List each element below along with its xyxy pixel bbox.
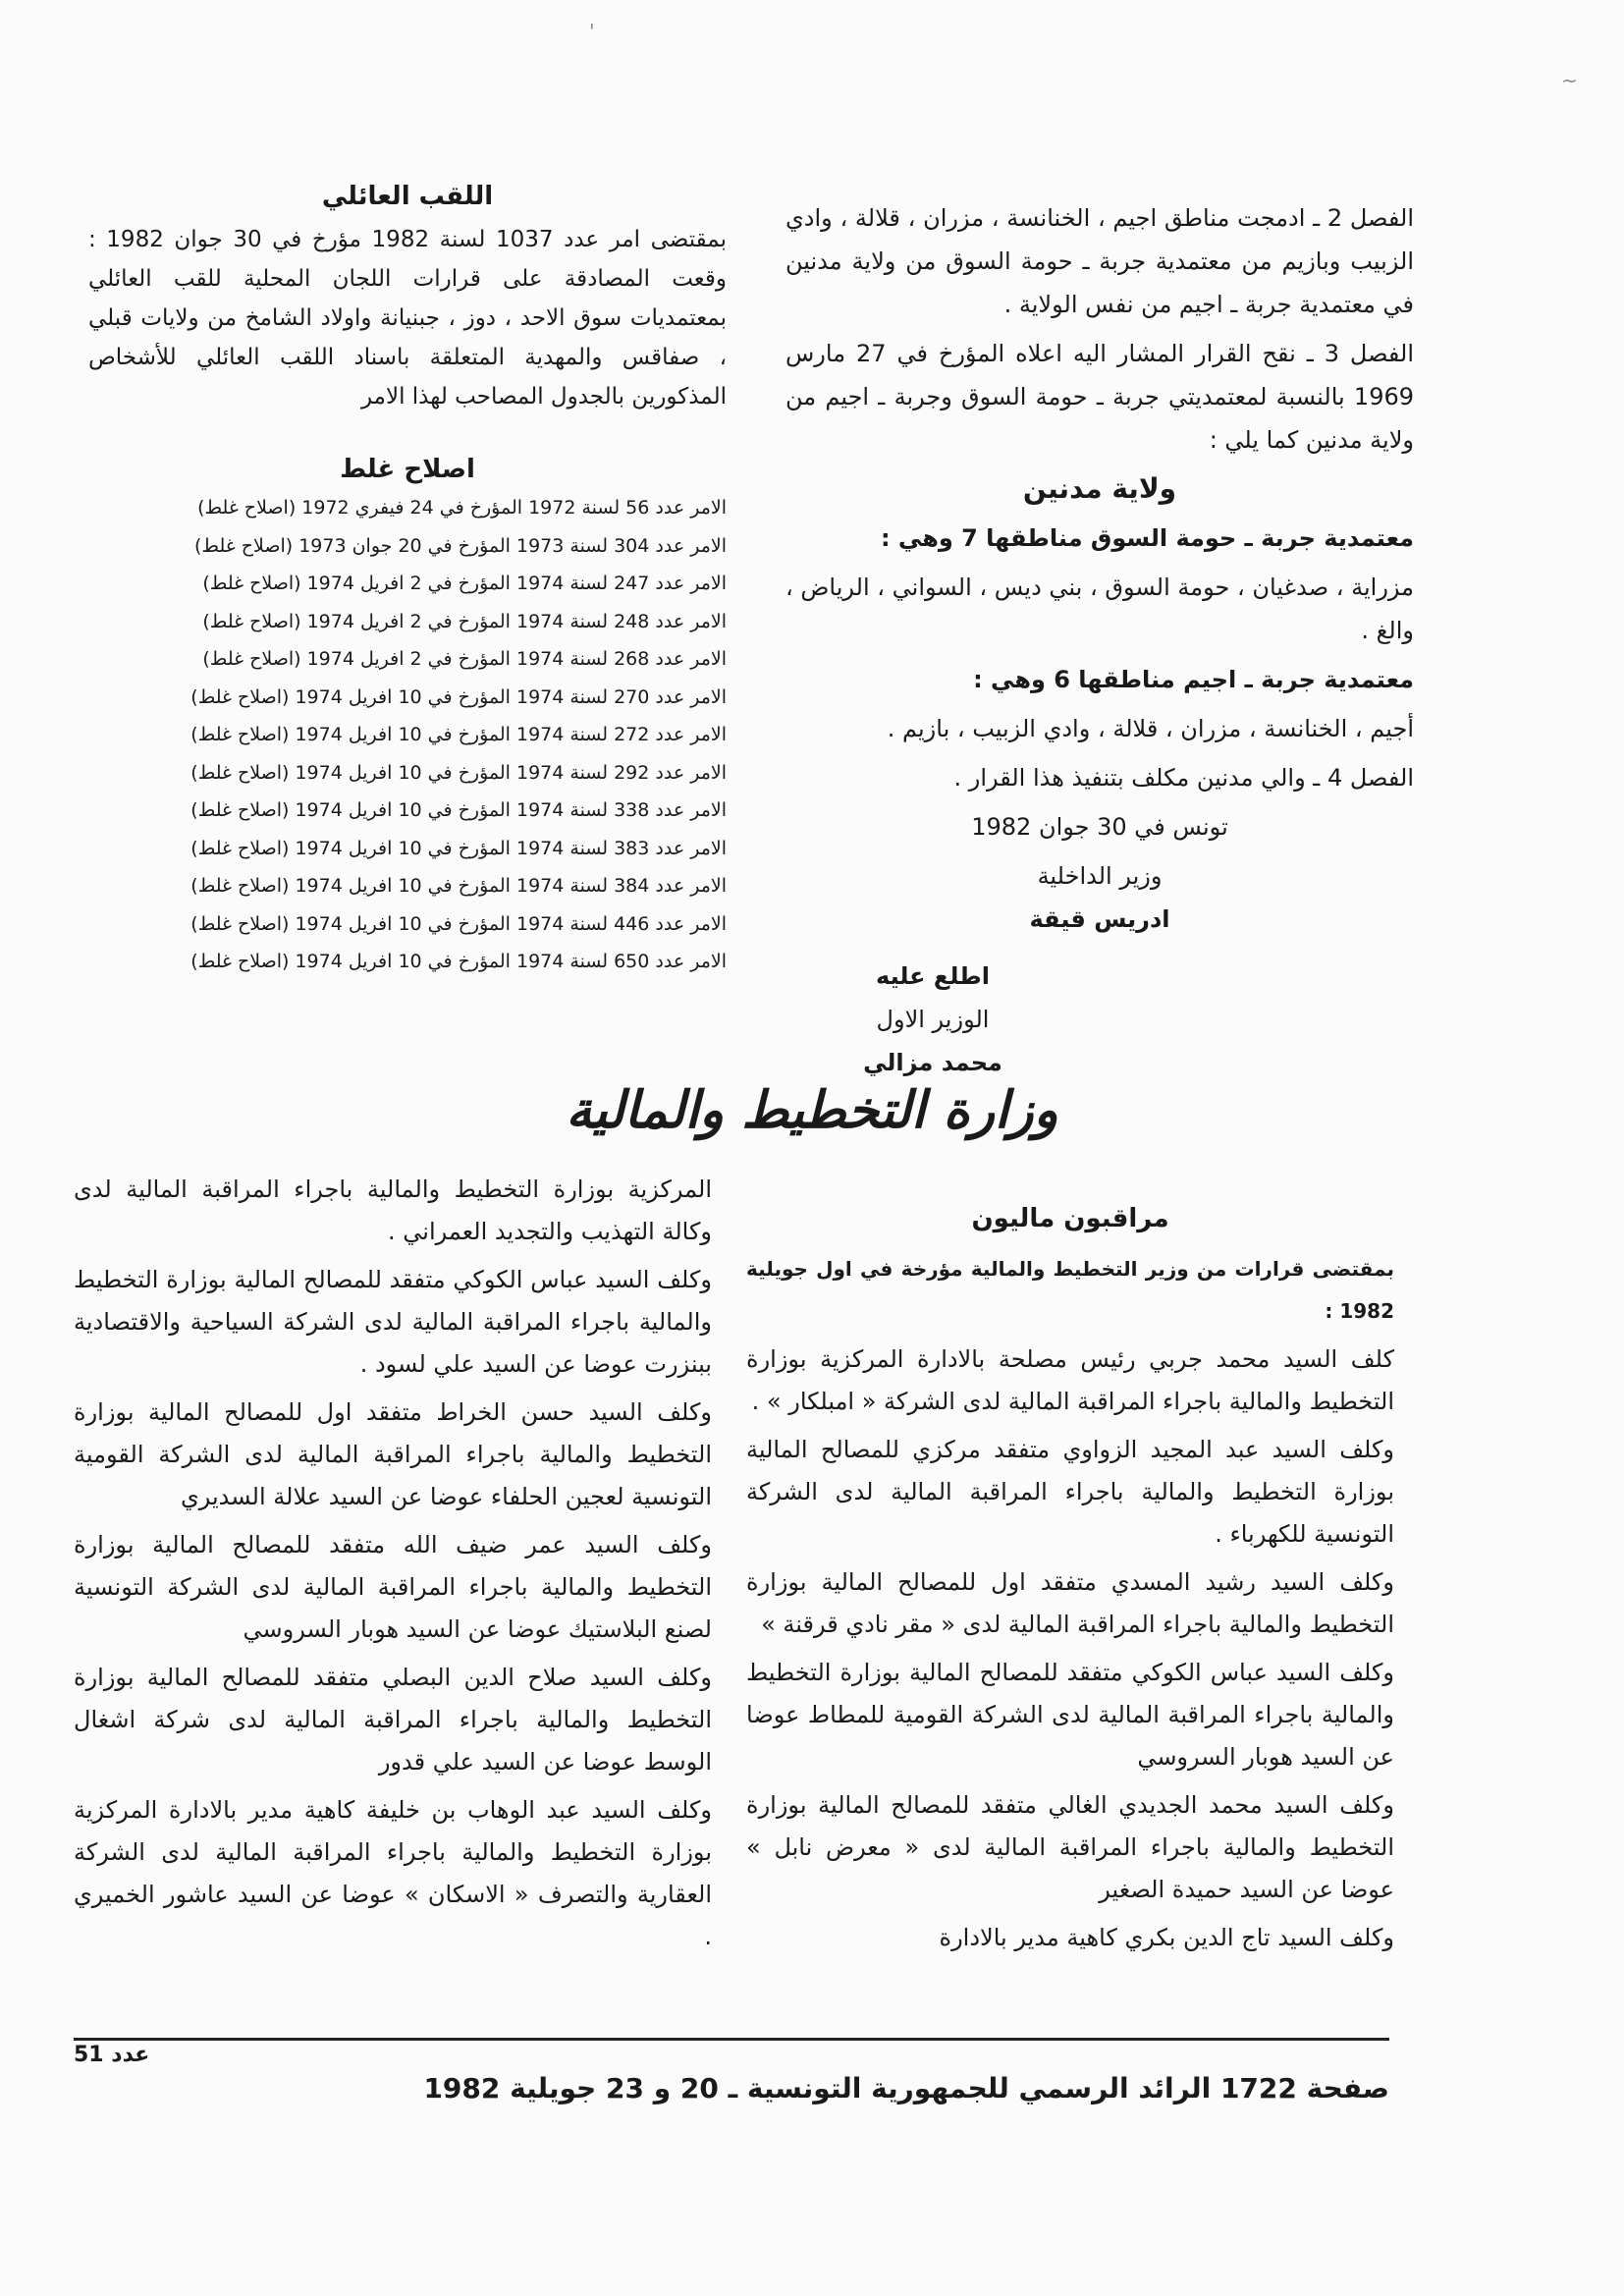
errata-item: الامر عدد 650 لسنة 1974 المؤرخ في 10 افريل 1974 (اصلاح غلط): [190, 951, 727, 972]
right-bottom-column: [746, 1198, 1394, 1965]
assignment-paragraph: وكلف السيد عباس الكوكي متفقد للمصالح المالية بوزارة التخطيط والمالية باجراء المراقبة المالية لدى الشركة السياحية والاقتصادية ببنزرت عوضا عن السيد علي لسود .: [74, 1266, 712, 1378]
page-footer: [74, 2043, 1389, 2111]
assignment-paragraph: وكلف السيد عبد المجيد الزواوي متفقد مركزي للمصالح المالية بوزارة التخطيط والمالية باجراء المراقبة المالية لدى الشركة التونسية للكهرباء .: [746, 1436, 1394, 1548]
assignment-paragraph: وكلف السيد عباس الكوكي متفقد للمصالح المالية بوزارة التخطيط والمالية باجراء المراقبة المالية لدى الشركة القومية للمطاط عوضا عن السيد هوبار السروسي: [746, 1659, 1394, 1771]
errata-title: اصلاح غلط: [340, 455, 475, 484]
errata-item: الامر عدد 384 لسنة 1974 المؤرخ في 10 افريل 1974 (اصلاح غلط): [190, 875, 727, 897]
assignment-paragraph: وكلف السيد تاج الدين بكري كاهية مدير بالادارة: [939, 1924, 1394, 1951]
footer-rule: [74, 2038, 1389, 2041]
left-top-column: [88, 177, 727, 981]
family-name-title: اللقب العائلي: [321, 182, 494, 211]
signature-date: تونس في 30 جوان 1982: [971, 813, 1228, 841]
assignment-paragraph: وكلف السيد عبد الوهاب بن خليفة كاهية مدير بالادارة المركزية بوزارة التخطيط والمالية باجراء المراقبة المالية لدى الشركة العقارية والتصرف « الاسكان » عوضا عن السيد عاشور الخميري .: [74, 1796, 712, 1950]
ministry-heading: وزارة التخطيط والمالية: [566, 1080, 1058, 1140]
errata-item: الامر عدد 272 لسنة 1974 المؤرخ في 10 افريل 1974 (اصلاح غلط): [190, 724, 727, 745]
article-2: الفصل 2 ـ ادمجت مناطق اجيم ، الخنانسة ، مزران ، قلالة ، وادي الزبيب وبازيم من معتمدية جربة ـ حومة السوق من ولاية مدنين في معتمدية جربة ـ اجيم من نفس الولاية .: [785, 204, 1414, 318]
left-bottom-column: [74, 1169, 712, 1964]
errata-item: الامر عدد 268 لسنة 1974 المؤرخ في 2 افريل 1974 (اصلاح غلط): [202, 648, 727, 670]
errata-item: الامر عدد 383 لسنة 1974 المؤرخ في 10 افريل 1974 (اصلاح غلط): [190, 837, 727, 859]
scan-speck: ': [589, 20, 595, 43]
assignment-paragraph: وكلف السيد عمر ضيف الله متفقد للمصالح المالية بوزارة التخطيط والمالية باجراء المراقبة المالية لدى الشركة التونسية لصنع البلاستيك عوضا عن السيد هوبار السروسي: [74, 1531, 712, 1643]
assignment-paragraph: كلف السيد محمد جربي رئيس مصلحة بالادارة المركزية بوزارة التخطيط والمالية باجراء المراقبة المالية لدى الشركة « امبلكار » .: [746, 1345, 1394, 1415]
mutamadia-2-heading: معتمدية جربة ـ اجيم مناطقها 6 وهي :: [973, 666, 1414, 693]
footer-gazette-line: صفحة 1722 الرائد الرسمي للجمهورية التونسية ـ 20 و 23 جويلية 1982: [423, 2072, 1389, 2105]
prime-minister-name: محمد مزالي: [863, 1049, 1002, 1076]
family-name-body: بمقتضى امر عدد 1037 لسنة 1982 مؤرخ في 30 جوان 1982 : وقعت المصادقة على قرارات اللجان المحلية للقب العائلي بمعتمديات سوق الاحد ، دوز ، جبنيانة واولاد الشامخ من ولايات قبلي ، صفاقس والمهدية المتعلقة باسناد اللقب العائلي للأشخاص المذكورين بالجدول المصاحب لهذا الامر: [88, 227, 727, 410]
prime-minister-title: الوزير الاول: [876, 1006, 990, 1033]
assignment-paragraph: المركزية بوزارة التخطيط والمالية باجراء المراقبة المالية لدى وكالة التهذيب والتجديد العمراني .: [74, 1175, 712, 1245]
errata-item: الامر عدد 247 لسنة 1974 المؤرخ في 2 افريل 1974 (اصلاح غلط): [202, 573, 727, 594]
wilaya-heading: ولاية مدنين: [1022, 472, 1177, 505]
financial-controllers-title: مراقبون ماليون: [971, 1204, 1169, 1233]
errata-item: الامر عدد 248 لسنة 1974 المؤرخ في 2 افريل 1974 (اصلاح غلط): [202, 610, 727, 632]
errata-item: الامر عدد 270 لسنة 1974 المؤرخ في 10 افريل 1974 (اصلاح غلط): [190, 685, 727, 708]
errata-item: الامر عدد 292 لسنة 1974 المؤرخ في 10 افريل 1974 (اصلاح غلط): [190, 761, 727, 784]
errata-item: الامر عدد 446 لسنة 1974 المؤرخ في 10 افريل 1974 (اصلاح غلط): [190, 912, 727, 935]
assignment-paragraph: وكلف السيد رشيد المسدي متفقد اول للمصالح المالية بوزارة التخطيط والمالية باجراء المراقبة المالية لدى « مقر نادي قرقنة »: [746, 1568, 1394, 1638]
errata-list: [88, 489, 727, 981]
mutamadia-1-heading: معتمدية جربة ـ حومة السوق مناطقها 7 وهي :: [880, 524, 1414, 552]
assignment-paragraph: وكلف السيد حسن الخراط متفقد اول للمصالح المالية بوزارة التخطيط والمالية باجراء المراقبة المالية لدى الشركة القومية التونسية لعجين الحلفاء عوضا عن السيد علالة السديري: [74, 1398, 712, 1510]
mutamadia-1-list: مزراية ، صدغيان ، حومة السوق ، بني ديس ، السواني ، الرياض ، والغ .: [785, 574, 1414, 644]
scan-speck: ~: [1561, 69, 1578, 92]
right-top-column: [785, 196, 1414, 1090]
seen-label: اطلع عليه: [876, 962, 990, 990]
assignment-paragraph: وكلف السيد صلاح الدين البصلي متفقد للمصالح المالية بوزارة التخطيط والمالية باجراء المراقبة المالية لدى شركة اشغال الوسط عوضا عن السيد علي قدور: [74, 1664, 712, 1776]
article-4: الفصل 4 ـ والي مدنين مكلف بتنفيذ هذا القرار .: [953, 764, 1414, 792]
errata-item: الامر عدد 338 لسنة 1974 المؤرخ في 10 افريل 1974 (اصلاح غلط): [190, 799, 727, 821]
footer-issue-number: عدد 51: [74, 2043, 150, 2067]
mutamadia-2-list: أجيم ، الخنانسة ، مزران ، قلالة ، وادي الزبيب ، بازيم .: [887, 715, 1414, 742]
minister-title: وزير الداخلية: [1037, 862, 1163, 890]
decrees-intro: بمقتضى قرارات من وزير التخطيط والمالية مؤرخة في اول جويلية 1982 :: [746, 1257, 1394, 1323]
minister-name: ادريس قيقة: [1029, 905, 1170, 933]
assignment-paragraph: وكلف السيد محمد الجديدي الغالي متفقد للمصالح المالية بوزارة التخطيط والمالية باجراء المراقبة المالية لدى « معرض نابل » عوضا عن السيد حميدة الصغير: [746, 1791, 1394, 1903]
errata-item: الامر عدد 56 لسنة 1972 المؤرخ في 24 فيفري 1972 (اصلاح غلط): [197, 497, 727, 519]
article-3: الفصل 3 ـ نقح القرار المشار اليه اعلاه المؤرخ في 27 مارس 1969 بالنسبة لمعتمديتي جربة ـ حومة السوق وجربة ـ اجيم من ولاية مدنين كما يلي :: [785, 340, 1415, 454]
errata-item: الامر عدد 304 لسنة 1973 المؤرخ في 20 جوان 1973 (اصلاح غلط): [194, 534, 727, 557]
